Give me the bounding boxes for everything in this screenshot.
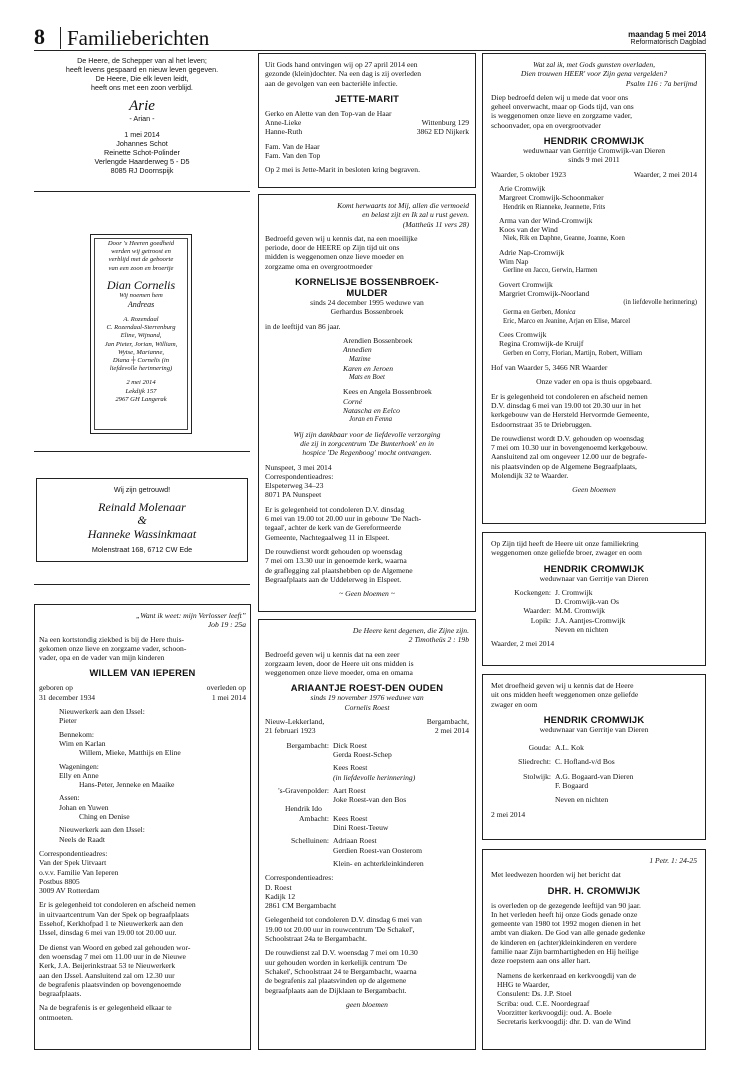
ad-text: de begrafenis plaatsvinden op bovengenoemde — [39, 979, 182, 989]
family-line: A. Rozendaal — [123, 316, 159, 324]
ad-text: Onze vader en opa is thuis opgebaard. — [536, 377, 652, 387]
ad-text: Bedroefd geven wij u kennis dat, na een moeilijke — [265, 233, 418, 243]
correspondence-address: Kadijk 12 — [265, 891, 296, 901]
ad-text: gekomen onze lieve en zorgzame vader, schoon- — [39, 643, 187, 653]
ad-text: Na de begrafenis is er gelegenheid elkaar te — [39, 1003, 172, 1013]
no-flowers-note: ~ Geen bloemen ~ — [339, 589, 395, 599]
family-line: Kees Roest — [333, 813, 368, 823]
family-line: Regina Cromwijk-de Kruijf — [499, 339, 584, 349]
ad-text: Esdoornstraat 35 te Driebruggen. — [491, 419, 592, 429]
family-line: Neels de Raadt — [59, 834, 105, 844]
ad-text: gemeente van 1980 tot 1992 mogen dienen in het — [491, 919, 641, 929]
bible-quote: en belast zijt en Ik zal u rust geven. — [362, 210, 469, 220]
correspondence-address: Postbus 8805 — [39, 876, 80, 886]
ad-text: Bedroefd geven wij u kennis dat na een zeer — [265, 649, 400, 659]
ad-text: Er is gelegenheid tot condoleren D.V. dinsdag — [265, 504, 405, 514]
ad-text: De Heere, Die elk leven leidt, — [95, 74, 189, 83]
place-label: Hendrik Ido — [285, 804, 322, 814]
family-line: Dick Roest — [333, 740, 367, 750]
birth-date: 2 mei 2014 — [126, 379, 156, 387]
bible-ref: 2 Timotheüs 2 : 19b — [408, 635, 469, 645]
place-label: Lopik: — [530, 615, 551, 625]
ad-text: heeft levens gespaard en nieuw leven gegeven. — [65, 65, 219, 74]
family-line: Dini Roest-Teeuw — [333, 823, 389, 833]
family-line: Niek, Rik en Daphne, Geanne, Joanne, Koen — [503, 235, 625, 243]
ad-text: geheel onverwacht, maar op Gods tijd, van ons — [491, 102, 634, 112]
family-line: Neven en nichten — [555, 625, 609, 635]
family-line: Germa en Gerben, — [503, 308, 554, 316]
page-number: 8 — [34, 24, 45, 49]
family-line: Hanne-Ruth — [265, 127, 303, 137]
ad-text: 7 mei om 13.30 uur in genoemde kerk, waarna — [265, 556, 407, 566]
address-line: 8085 RJ Doornspijk — [110, 166, 174, 175]
child-callname: Andreas — [127, 300, 155, 310]
notice-date: 2 mei 2014 — [491, 809, 526, 819]
ad-text: vader, opa en de vader van mijn kinderen — [39, 653, 165, 663]
family-line: Govert Cromwijk — [499, 279, 553, 289]
ad-text: schoonvader, opa en overgrootvader — [491, 120, 602, 130]
ad-text: de graflegging zal plaatshebben op de Algemene — [265, 565, 413, 575]
family-line: Gerben en Corry, Florian, Martijn, Robert, William — [503, 349, 643, 357]
family-line: (in liefdevolle herinnering) — [333, 772, 416, 782]
bible-ref: 1 Petr. 1: 24-25 — [649, 856, 697, 865]
obituary-dhr-cromwijk — [482, 849, 706, 1050]
death-date: 2 mei 2014 — [434, 726, 469, 736]
family-line: Wytse, Marianne, — [117, 348, 165, 356]
ad-text: sinds 9 mei 2011 — [568, 155, 620, 165]
correspondence-address: 3009 AV Rotterdam — [39, 886, 100, 896]
ad-text: Kerk, J.A. Beijerinkstraat 53 te Nieuwerkerk — [39, 961, 176, 971]
ad-text: Uit Gods hand ontvingen wij op 27 april 2014 een — [265, 60, 418, 69]
signatory-line: Namens de kerkenraad en kerkvoogdij van de — [497, 970, 637, 980]
ad-text: Aansluitend zal om ongeveer 12.00 uur de begrafe- — [491, 452, 648, 462]
ad-text: den woensdag 7 mei om 11.00 uur in de Nieuwe — [39, 951, 186, 961]
correspondence-address: D. Roest — [265, 882, 292, 892]
bible-ref: (Mattheüs 11 vers 28) — [402, 219, 469, 229]
family-line: Koos van der Wind — [499, 225, 558, 235]
family-line: Johan en Yuwen — [59, 802, 109, 812]
obituary-text — [491, 681, 697, 819]
no-flowers-note: geen bloemen — [346, 999, 388, 1009]
ad-text: Na een kortstondig ziekbed is bij de Here thuis- — [39, 634, 185, 644]
ad-text: weduwnaar van Gerritje Cromwijk-van Dieren — [522, 146, 666, 156]
family-line: Fam. Van den Top — [265, 151, 321, 161]
groom-name: Reinald Molenaar — [98, 500, 186, 515]
ad-text: van een zoon en broertje — [108, 264, 174, 272]
obituary-hendrik-family — [482, 532, 706, 666]
signatory-line: Secretaris kerkvoogdij: dhr. D. van de Wind — [497, 1017, 631, 1027]
ad-text: De rouwdienst wordt gehouden op woensdag — [265, 546, 403, 556]
notice-jette-marit — [258, 53, 476, 188]
family-line: Arma van der Wind-Cromwijk — [499, 215, 593, 225]
obituary-text — [491, 539, 697, 649]
ampersand: & — [137, 513, 147, 528]
parent-name: Reinette Schot-Polinder — [104, 148, 180, 157]
family-line: Cees Cromwijk — [499, 330, 547, 340]
ad-text: D.V. dinsdag 6 mei van 19.00 tot 20.30 uur in het — [491, 400, 642, 410]
ad-text: periode, door de HEERE op Zijn tijd uit ons — [265, 243, 400, 253]
address-line: Hof van Waarder 5, 3466 NR Waarder — [491, 363, 608, 373]
child-name: Dian Cornelis — [106, 277, 176, 292]
ad-text: weggenomen onze lieve moeder, oma en omama — [265, 668, 413, 678]
page-header — [0, 0, 738, 50]
family-line: Pieter — [59, 716, 77, 726]
ad-separator — [34, 584, 250, 585]
family-line: Hendrik en Rianneke, Jeannette, Frits — [503, 203, 606, 211]
parent-name: Johannes Schot — [116, 139, 168, 148]
ad-text: De rouwdienst wordt D.V. gehouden op woensdag — [491, 433, 644, 443]
ad-text: heeft ons met een zoon verblijd. — [91, 83, 193, 92]
death-date: 1 mei 2014 — [211, 692, 246, 702]
ad-text: 7 mei om 10.30 uur in bovengenoemd kerkgebouw. — [491, 443, 648, 453]
family-line: Joke Roest-van den Bos — [333, 795, 407, 805]
birth-ad-dian — [90, 234, 192, 434]
family-line: Fam. Van de Haar — [265, 141, 320, 151]
ad-text: ambt van diaken. De God van alle genade gedenke — [491, 928, 646, 938]
family-line: Corné — [343, 396, 362, 406]
bible-quote: De Heere kent degenen, die Zijne zijn. — [352, 626, 469, 635]
place-label: Schelluinen: — [291, 836, 329, 846]
address-line: 3862 ED Nijkerk — [416, 127, 469, 137]
header-rule — [34, 50, 706, 51]
place-label: Sliedrecht: — [518, 757, 551, 767]
ad-text: Op Zijn tijd heeft de Heere uit onze familiekring — [491, 539, 639, 548]
correspondence-address: Nunspeet, 3 mei 2014 — [265, 462, 332, 472]
family-list — [39, 707, 246, 844]
ad-text: aan den IJssel. Aansluitend zal om 12.30 uur — [39, 970, 175, 980]
ad-text: Molendijk 32 te Waarder. — [491, 470, 569, 480]
family-line: Wageningen: — [59, 761, 99, 771]
family-row — [265, 127, 469, 136]
address-line: Verlengde Haarderweg 5 - D5 — [94, 157, 190, 166]
newspaper-name: Reformatorisch Dagblad — [630, 39, 706, 46]
family-line: C. Rozendaal-Sterrenburg — [106, 324, 176, 332]
dates-row — [265, 717, 469, 736]
address-line: 2967 GH Langerak — [115, 395, 167, 403]
ad-text: in uitvaartcentrum Van der Spek op begraafplaats — [39, 909, 189, 919]
deceased-name: MULDER — [346, 287, 388, 299]
ad-text: uur gehouden worden in kerkelijk centrum 'De — [265, 957, 407, 967]
obituary-kornelisje — [258, 194, 476, 612]
family-line: (in liefdevolle herinnering) — [623, 299, 697, 307]
signatory-line: Voorzitter kerkvoogdij: oud. A. Boele — [497, 1007, 612, 1017]
correspondence-address: Correspondentieadres: — [39, 848, 108, 858]
family-list — [491, 184, 697, 358]
ad-text: Begraafplaats aan de Uddelerweg in Elspeet. — [265, 574, 402, 584]
family-line: Natascha en Eelco — [343, 406, 400, 416]
family-line: D. Cromwijk-van Os — [555, 597, 619, 607]
family-line: C. Hofland-v/d Bos — [555, 757, 615, 767]
ad-text: In het verleden heeft hij onze Gods genade onze — [491, 909, 638, 919]
family-line: A.G. Bogaard-van Dieren — [555, 771, 634, 781]
death-date: Waarder, 2 mei 2014 — [633, 169, 697, 179]
family-line: Gerda Roest-Schep — [333, 749, 392, 759]
ad-text: Met droefheid geven wij u kennis dat de Heere — [491, 681, 634, 690]
family-line: Wim Nap — [499, 257, 529, 267]
bible-quote: Wat zal ik, met Gods gunsten overladen, — [532, 60, 656, 69]
family-line: Gerdien Roest-van Oosterom — [333, 845, 422, 855]
birth-date: 21 februari 1923 — [265, 726, 316, 736]
ad-text: is weggenomen onze lieve en zorgzame vader, — [491, 111, 633, 121]
ad-text: Gelegenheid tot condoleren D.V. dinsdag 6 mei van — [265, 915, 422, 925]
family-line: Adriaan Roest — [333, 836, 377, 846]
correspondence-address: 2861 CM Bergambacht — [265, 901, 337, 911]
family-line: Klein- en achterkleinkinderen — [333, 858, 424, 868]
ad-text: Wij zijn dankbaar voor de liefdevolle verzorging — [293, 429, 441, 439]
dates-row — [39, 683, 246, 702]
obituary-text — [491, 856, 697, 1026]
birth-place: Nieuw-Lekkerland, — [265, 717, 325, 727]
family-line: Kees Roest — [333, 763, 368, 773]
parent-name: Gerko en Alette van den Top-van de Haar — [265, 108, 392, 118]
bible-ref: Psalm 116 : 7a berijmd — [625, 78, 697, 88]
place-label: Stolwijk: — [523, 771, 551, 781]
birth-date: Waarder, 5 oktober 1923 — [491, 169, 566, 179]
ad-text: De dienst van Woord en gebed zal gehouden wor- — [39, 942, 191, 952]
deceased-name: HENDRIK CROMWIJK — [543, 713, 645, 725]
deceased-name: ARIAANTJE ROEST-DEN OUDEN — [290, 682, 444, 694]
header-divider — [60, 27, 61, 49]
ad-text: Schakel', Schoolstraat 24 te Bergambacht, waarna — [265, 966, 417, 976]
birth-date: 1 mei 2014 — [124, 130, 160, 139]
family-line: Eline, Wijnand, — [120, 332, 162, 340]
correspondence-address: 8071 PA Nunspeet — [265, 490, 322, 500]
family-line: Wim en Karlan — [59, 738, 106, 748]
deceased-name: HENDRIK CROMWIJK — [543, 562, 645, 574]
ad-text: overleden op — [206, 683, 246, 693]
notice-text — [265, 60, 469, 175]
obituary-text — [491, 60, 697, 495]
family-line: F. Bogaard — [555, 781, 589, 791]
family-line: Nieuwerkerk aan den IJssel: — [59, 707, 145, 717]
bride-name: Hanneke Wassinkmaat — [87, 527, 197, 542]
correspondence-address: Elspeterweg 34–23 — [265, 481, 324, 491]
obituary-text — [39, 611, 246, 1022]
family-line: Assen: — [59, 793, 80, 803]
ad-text: midden is weggenomen onze lieve moeder en — [265, 252, 404, 262]
family-line: Neven en nichten — [555, 795, 609, 805]
ad-text: tegaal', achter de kerk van de Gereformeerde — [265, 523, 402, 533]
family-line: Kees en Angela Bossenbroek — [343, 387, 432, 397]
family-line: Ching en Denise — [79, 812, 130, 822]
family-line: Gerline en Jacco, Gerwin, Harmen — [503, 267, 598, 275]
ad-text: uit ons midden heeft weggenomen onze geliefde — [491, 690, 639, 700]
ad-text: De rouwdienst zal D.V. woensdag 7 mei om 10.30 — [265, 948, 418, 958]
family-row — [265, 118, 469, 127]
family-line: A.L. Kok — [555, 743, 584, 753]
birth-ad-text — [94, 238, 188, 404]
ad-text: weggenomen onze geliefde broer, zwager en oom — [491, 548, 642, 558]
obituary-text — [265, 201, 469, 598]
child-name: Arie — [129, 98, 155, 114]
ad-text: Gemeente, Nachtegaalweg 11 in Elspeet. — [265, 532, 390, 542]
family-line: Mats en Boet — [349, 374, 385, 382]
family-line: Mazime — [349, 355, 371, 363]
ad-text: hospice 'De Regenboog' mocht ontvangen. — [302, 448, 432, 458]
ad-text: IJssel, dinsdag 6 mei van 19.00 tot 20.00 uur. — [39, 928, 177, 938]
ad-text: Wij noemen hem — [119, 291, 163, 299]
family-line: Diana ┼ Cornelis (in — [112, 357, 170, 365]
bible-quote: Komt herwaarts tot Mij, allen die vermoeid — [337, 201, 469, 210]
ad-separator — [34, 451, 250, 452]
birth-date: 31 december 1934 — [39, 692, 96, 702]
death-place: Bergambacht, — [426, 717, 469, 727]
ad-text: Er is gelegenheid tot condoleren en afscheid nemen — [491, 391, 648, 401]
birth-ad-arie — [36, 56, 248, 186]
family-line: Joran en Fenna — [349, 416, 393, 424]
ad-text: sinds 19 november 1976 weduwe van — [310, 693, 424, 703]
ad-text: in de leeftijd van 86 jaar. — [265, 321, 341, 331]
wedding-text — [37, 485, 247, 555]
ad-text: de begrafenis zal plaatsvinden op de algemene — [265, 976, 407, 986]
place-label: Kockengen: — [514, 587, 551, 597]
correspondence-address: o.v.v. Familie Van Ieperen — [39, 867, 119, 877]
bible-ref: Job 19 : 25a — [207, 620, 246, 630]
family-line: Arendien Bossenbroek — [343, 335, 413, 345]
ad-text: zorgzaam leven, door de Heere uit ons midden is — [265, 658, 414, 668]
deceased-name: JETTE-MARIT — [334, 92, 400, 104]
ad-text: verblijd met de geboorte — [108, 256, 174, 264]
family-list — [265, 336, 469, 425]
correspondence-address: Correspondentieadres: — [265, 471, 334, 481]
ad-text: begraafplaats. — [39, 989, 82, 999]
ad-text: Met leedwezen hoorden wij het bericht dat — [491, 870, 621, 880]
family-line: Margriet Cromwijk-Noorland — [499, 288, 590, 298]
family-line: Arie Cromwijk — [499, 183, 546, 193]
family-line: Bennekom: — [59, 729, 95, 739]
child-subname: - Arian - — [129, 114, 155, 123]
signatories — [491, 971, 697, 1027]
family-line: Adrie Nap-Cromwijk — [499, 247, 565, 257]
family-line: Hans-Peter, Jenneke en Maaike — [79, 780, 175, 790]
ad-text: Op 2 mei is Jette-Marit in besloten kring begraven. — [265, 165, 421, 175]
family-line: liefdevolle herinnering) — [109, 365, 173, 373]
family-line: Karen en Jeroen — [343, 363, 394, 373]
ad-text: Door 's Heeren goedheid — [107, 240, 175, 247]
wedding-ad — [36, 478, 248, 562]
obituary-willem — [34, 604, 251, 1050]
ad-text: nis plaatsvinden op de Algemene Begraafplaats, — [491, 461, 637, 471]
ad-text: weduwnaar van Gerritje van Dieren — [539, 573, 649, 583]
ad-separator — [34, 191, 250, 192]
place-label: Waarder: — [523, 606, 551, 616]
ad-text: Diep bedroefd delen wij u mede dat voor ons — [491, 92, 629, 102]
signatory-line: HHG te Waarder, — [497, 979, 550, 989]
family-line: Margreet Cromwijk-Schoonmaker — [499, 193, 604, 203]
family-line: J.A. Aantjes-Cromwijk — [555, 615, 626, 625]
ad-text: 6 mei van 19.00 tot 20.00 uur in gebouw 'De Nach- — [265, 514, 422, 524]
place-label: 's-Gravenpolder: — [278, 785, 329, 795]
ad-text: kerkgebouw van de Hersteld Hervormde Gemeente, — [491, 410, 650, 420]
ad-text: De Heere, de Schepper van al het leven; — [77, 56, 207, 65]
correspondence-address: Van der Spek Uitvaart — [39, 858, 107, 868]
ad-text: Er is gelegenheid tot condoleren en afscheid nemen — [39, 900, 196, 910]
ad-text: gezonde (klein)dochter. Na een dag is zij overleden — [265, 69, 422, 79]
place-label: Bergambacht: — [286, 740, 329, 750]
deceased-name: KORNELISJE BOSSENBROEK- — [295, 276, 439, 288]
family-line: J. Cromwijk — [555, 587, 593, 597]
ad-text: Gerhardus Bossenbroek — [330, 307, 404, 317]
family-line: Anne-Lieke — [265, 118, 302, 128]
deceased-name: DHR. H. CROMWIJK — [547, 884, 641, 896]
address-line: Wittenburg 129 — [421, 118, 469, 128]
ad-text: weduwnaar van Gerritje van Dieren — [539, 724, 649, 734]
ad-text: zwager en oom — [491, 699, 538, 709]
family-line: Monica — [554, 308, 576, 316]
ad-text: aan de gevolgen van een bacteriële infectie. — [265, 78, 398, 88]
ad-text: deze roepstem aan ons aller hart. — [491, 956, 591, 966]
place-label: Ambacht: — [299, 813, 329, 823]
bible-quote: „Want ik weet: mijn Verlosser leeft” — [135, 611, 246, 620]
family-line: Nieuwerkerk aan den IJssel: — [59, 825, 145, 835]
obituary-text — [265, 626, 469, 1009]
ad-text: geboren op — [39, 683, 73, 693]
bible-quote: Dien trouwen HEER' voor Zijn gena vergelden? — [520, 69, 668, 79]
family-line: M.M. Cromwijk — [555, 606, 605, 616]
ad-text: die zij in zorgcentrum 'De Bunterhoek' en in — [300, 438, 434, 448]
ad-text: Schoolstraat 24a te Bergambacht. — [265, 934, 367, 944]
obituary-hendrik-inlaws — [482, 674, 706, 840]
notice-date: Waarder, 2 mei 2014 — [491, 639, 555, 649]
no-flowers-note: Geen bloemen — [572, 485, 616, 495]
family-line: Eric, Marco en Jeanine, Arjan en Elise, Marcel — [503, 317, 631, 325]
address-line: Molenstraat 168, 6712 CW Ede — [91, 545, 193, 555]
deceased-name: WILLEM VAN IEPEREN — [89, 667, 196, 679]
place-label: Gouda: — [528, 743, 551, 753]
deceased-name: HENDRIK CROMWIJK — [543, 135, 645, 147]
section-title: Familieberichten — [67, 26, 210, 50]
ad-text: Cornelis Roest — [344, 702, 390, 712]
issue-date: maandag 5 mei 2014 — [628, 30, 706, 39]
ad-text: ontmoeten. — [39, 1012, 73, 1022]
signatory-line: Scriba: oud. C.E. Noordegraaf — [497, 998, 590, 1008]
family-line: Jan Pieter, Jorian, William, — [104, 340, 178, 348]
signatory-line: Consulent: Ds. J.P. Stoel — [497, 989, 572, 999]
ad-text: zorgzame oma en overgrootmoeder — [265, 261, 373, 271]
ad-text: sinds 24 december 1995 weduwe van — [310, 298, 424, 308]
family-line: Annedien — [343, 345, 372, 355]
dates-row — [491, 170, 697, 179]
obituary-ariaantje — [258, 619, 476, 1050]
ad-text: is overleden op de gezegende leeftijd van 90 jaar. — [491, 900, 641, 910]
ad-text: Essehof, Kerkhofpad 1 te Nieuwerkerk aan den — [39, 919, 184, 929]
ad-text: 19.00 tot 20.00 uur in rouwcentrum 'De Schakel', — [265, 924, 415, 934]
family-line: Aart Roest — [333, 785, 366, 795]
ad-text: begraafplaats aan de Dijklaan te Bergambacht. — [265, 985, 407, 995]
correspondence-address: Correspondentieadres: — [265, 873, 334, 883]
ad-text: Wij zijn getrouwd! — [113, 485, 171, 494]
family-line: Elly en Anne — [59, 770, 99, 780]
obituary-hendrik-cromwijk — [482, 53, 706, 524]
ad-text: familie naar Zijn barmhartigheden en Hij heilige — [491, 947, 639, 957]
family-line: Willem, Mieke, Matthijs en Eline — [79, 748, 181, 758]
ad-text: werden wij getroost en — [111, 248, 171, 256]
address-line: Lekdijk 157 — [125, 387, 157, 395]
ad-text: de kinderen en (achter)kleinkinderen en verdere — [491, 937, 637, 947]
